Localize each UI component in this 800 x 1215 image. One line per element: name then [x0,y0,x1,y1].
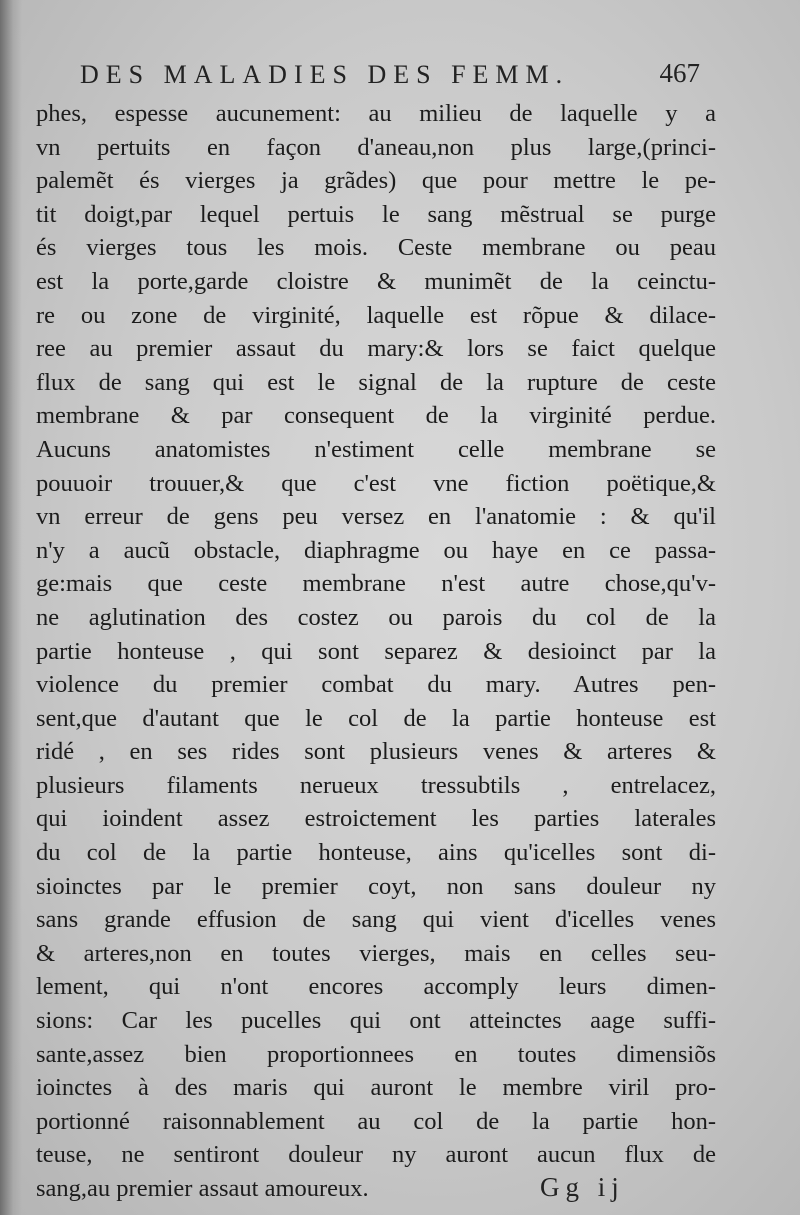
text-line: ridé , en ses rides sont plusieurs venes & arteres & [36,738,716,766]
text-line: portionné raisonnablement au col de la partie hon- [36,1107,716,1135]
text-line: & arteres,non en toutes vierges, mais en celles seu- [36,939,716,967]
body-text [36,97,716,1206]
text-line: vn erreur de gens peu versez en l'anatomie : & qu'il [36,503,716,531]
text-line: ne aglutination des costez ou parois du col de la [36,603,716,631]
text-line: Aucuns anatomistes n'estiment celle membrane se [36,435,716,463]
running-title: DES MALADIES DES FEMM. [80,60,570,89]
text-line: violence du premier combat du mary. Autres pen- [36,671,716,699]
text-line: re ou zone de virginité, laquelle est rõpue & dilace- [36,301,716,329]
signature-mark: Gg ij [540,1172,625,1202]
text-line: tit doigt,par lequel pertuis le sang mẽstrual se purge [36,200,716,228]
text-line: n'y a aucũ obstacle, diaphragme ou haye en ce passa- [36,536,716,564]
text-line: ree au premier assaut du mary:& lors se faict quelque [36,335,716,363]
page-number: 467 [659,58,700,88]
text-line: sent,que d'autant que le col de la partie honteuse est [36,704,716,732]
text-line: membrane & par consequent de la virginité perdue. [36,402,716,430]
text-line: palemẽt és vierges ja grãdes) que pour mettre le pe- [36,167,716,195]
text-line: sante,assez bien proportionnees en toutes dimensiõs [36,1040,716,1068]
text-line: du col de la partie honteuse, ains qu'icelles sont di- [36,839,716,867]
text-line: flux de sang qui est le signal de la rupture de ceste [36,368,716,396]
text-line: és vierges tous les mois. Ceste membrane ou peau [36,234,716,262]
binding-shadow [0,0,22,1215]
text-line: qui ioindent assez estroictement les parties laterales [36,805,716,833]
page-header [80,56,700,96]
text-line: lement, qui n'ont encores accomply leurs dimen- [36,973,716,1001]
text-line: est la porte,garde cloistre & munimẽt de la ceinctu- [36,267,716,295]
text-line: partie honteuse , qui sont separez & desioinct par la [36,637,716,665]
text-line: plusieurs filaments nerueux tressubtils , entrelacez, [36,771,716,799]
text-line: sions: Car les pucelles qui ont atteinctes aage suffi- [36,1007,716,1035]
text-line: ioinctes à des maris qui auront le membre viril pro- [36,1074,716,1102]
text-line: sioinctes par le premier coyt, non sans douleur ny [36,872,716,900]
text-line: sans grande effusion de sang qui vient d'icelles venes [36,906,716,934]
text-line: ge:mais que ceste membrane n'est autre chose,qu'v- [36,570,716,598]
text-line: sang,au premier assaut amoureux. [36,1175,369,1202]
text-line: vn pertuits en façon d'aneau,non plus large,(princi- [36,133,716,161]
text-line: teuse, ne sentiront douleur ny auront aucun flux de [36,1141,716,1169]
text-line: pouuoir trouuer,& que c'est vne fiction poëtique,& [36,469,716,497]
text-line: phes, espesse aucunement: au milieu de laquelle y a [36,100,716,127]
